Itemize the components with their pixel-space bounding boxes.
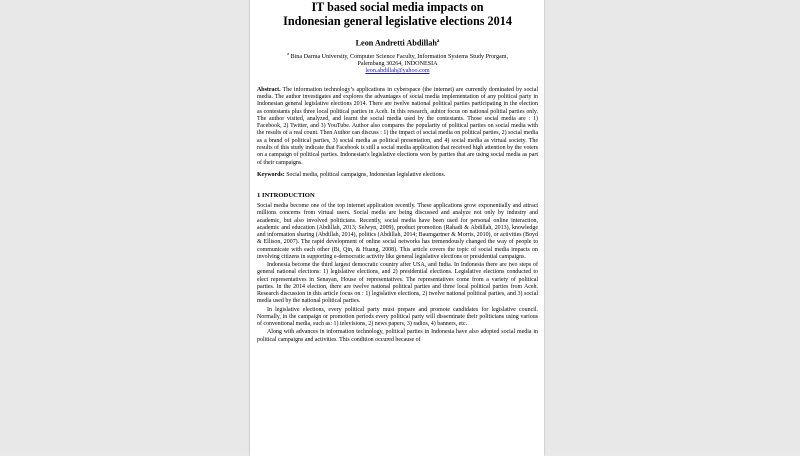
paper-title xyxy=(257,0,538,28)
intro-paragraph-3: In legislative elections, every political party must prepare and promote candidates for legislative council. Normally, in the campaign or promotion periods every political party will disseminate their politicians using various of conventional media, such as: 1) televisions, 2) news papers, 3) radios, 4) banners, etc. xyxy=(257,306,538,328)
affiliation xyxy=(257,50,538,69)
keywords-text: Social media, political campaigns, Indonesian legislative elections. xyxy=(286,171,446,178)
pdf-page[interactable] xyxy=(250,0,544,456)
affiliation-mark: a xyxy=(287,50,290,56)
intro-paragraph-4: Along with advances in information technology, political parties in Indonesia have also adopted social media in political campaigns and activities. This condition occured because of xyxy=(257,329,538,343)
intro-paragraph-2: Indonesia become the third largest democratic country after USA, and India. In Indonesia there are two steps of general national elections: 1) legislative elections, and 2) presidential elections. Legislative elections conducted to elect representatives in Senayan, House of representatives. The representatives come from a variety of political parties. In the 2014 election, there are twelve national political parties and three local political parties from Aceh. Research discussion in this article focus on : 1) legislative elections, 2) twelve national political parties, and 3) social media used by the national political parties. xyxy=(257,262,538,305)
abstract xyxy=(257,87,538,167)
affiliation-line-2: Palembang 30264, INDONESIA xyxy=(357,61,438,68)
title-line-2: Indonesian general legislative elections 2014 xyxy=(283,14,512,28)
author-name: Leon Andretti Abdillah$^a$ xyxy=(355,38,440,48)
intro-paragraph-1: Social media become one of the top internet application recently. These applications grow exponentially and attract millions concerns from virtual users. Social media are being discussed and analyze not only by industry and academic, but also involved politicians. Recently, social media have been used for personal online interaction, academic and education (Abdillah, 2013; Selwyn, 2009), product promotion (Rahadi & Abdillah, 2013), knowledge and information sharing (Abdillah, 2014), politics (Abdillah, 2014; Baumgartner & Morris, 2010), or activities (Boyd & Ellison, 2007). The rapid development of online social networks has tremendously changed the way of people to communicate with each other (Bi, Qin, & Huang, 2008). This article covers the topic of social media impacts on involving citizens in supporting e-democratic activity like general legislative elections or presidential campaigns. xyxy=(257,203,538,260)
title-line-1: IT based social media impacts on xyxy=(311,0,484,14)
abstract-text: The information technology’s applications in cyberspace (the internet) are currently dominated by social media. The author investigates and explores the advantages of social media implementation of any political party in Indonesian general legislative elections 2014. There are twelve national political parties participating in the election as contestants plus three local political parties in Aceh. In this research, auhtor focus on national politial parties only. The author visited, analyzed, and learnt the social media used by the contestants. Those social media are : 1) Facebook, 2) Twitter, and 3) YouTube. Author also compares the popularity of political parties on social media with the results of a real count. Then Author can discuss : 1) the impact of social media on political parties, 2) social media as a brand of political parties, 3) social media as political presentation, and 4) social media as virtual society. The results of this study indicate that Facebook is still a social media application that received high attention by the voters on a campaign of political parties. Indonesian's legislative elections won by parties that are using social media as part of their campaigns. xyxy=(257,86,538,166)
keywords-label: Keywords: xyxy=(257,171,285,178)
author-affiliation-mark: a xyxy=(436,39,440,44)
abstract-label: Abstract. xyxy=(257,86,281,93)
keywords xyxy=(257,172,538,179)
email-link[interactable]: leon.abdillah@yahoo.com xyxy=(365,68,430,75)
section-heading-introduction: 1 INTRODUCTION xyxy=(257,192,315,200)
affiliation-line-1: Bina Darma University, Computer Science Faculty, Information Systems Study Prorgam, xyxy=(290,53,508,60)
